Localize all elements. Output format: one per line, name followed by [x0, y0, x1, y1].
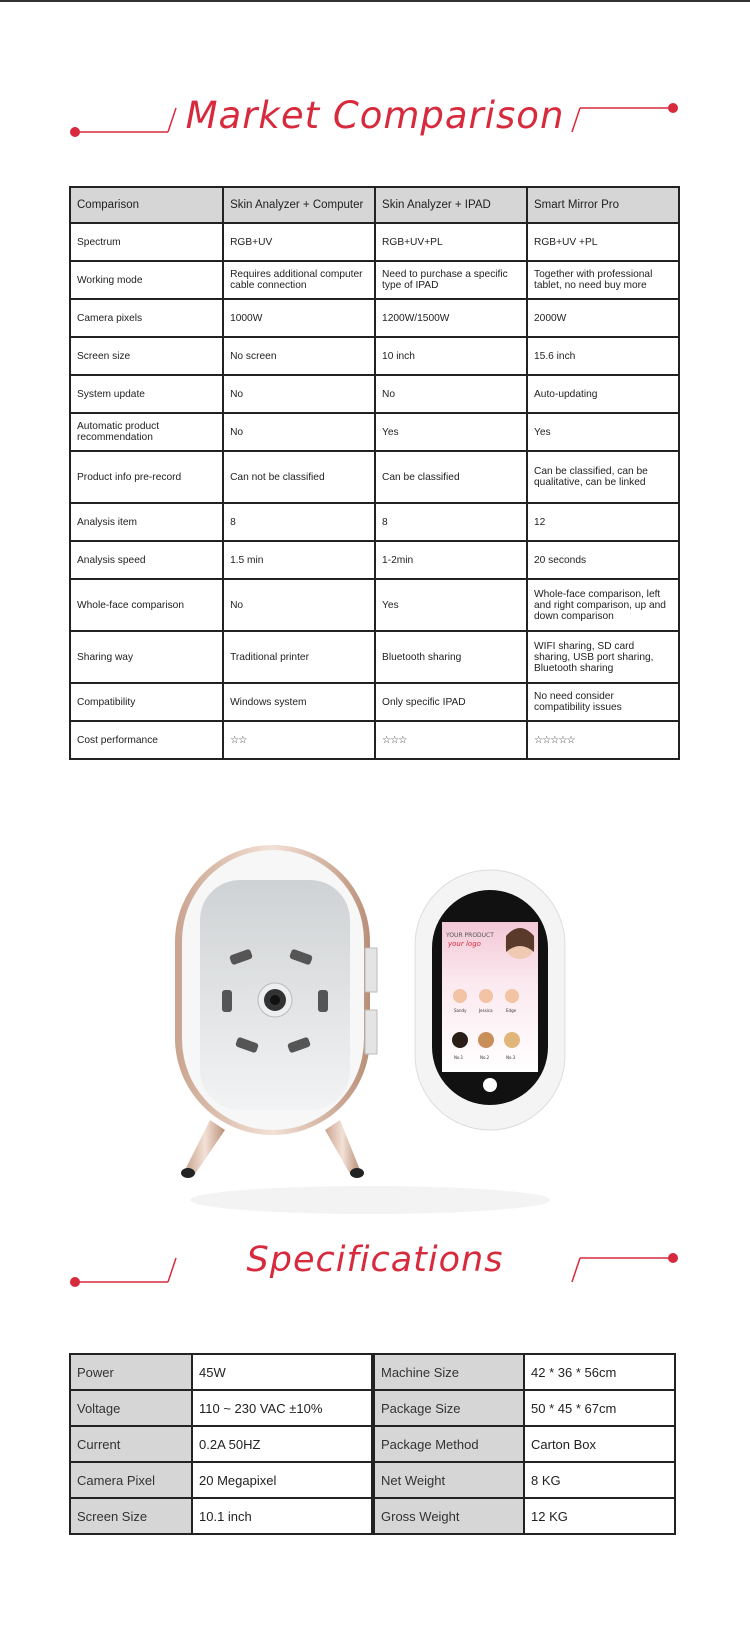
row-label-cell: Camera pixels: [70, 299, 223, 337]
screen-rank-label: No.1: [454, 1055, 464, 1060]
row-label-cell: System update: [70, 375, 223, 413]
comparison-row: [70, 579, 679, 631]
spec-label: Machine Size: [374, 1354, 524, 1390]
spec-value: 0.2A 50HZ: [192, 1426, 372, 1462]
header-cell: Skin Analyzer + Computer: [223, 187, 375, 223]
spec-row: [70, 1426, 675, 1462]
spec-value: 8 KG: [524, 1462, 675, 1498]
value-cell: Auto-updating: [527, 375, 679, 413]
value-cell: No need consider compatibility issues: [527, 683, 679, 721]
value-cell: Yes: [527, 413, 679, 451]
row-label-cell: Cost performance: [70, 721, 223, 759]
spec-label: Power: [70, 1354, 192, 1390]
spec-label: Net Weight: [374, 1462, 524, 1498]
value-cell: No: [223, 579, 375, 631]
value-cell: 1200W/1500W: [375, 299, 527, 337]
specifications-table: [69, 1353, 676, 1535]
value-cell: 20 seconds: [527, 541, 679, 579]
value-cell: Bluetooth sharing: [375, 631, 527, 683]
spec-row: [70, 1390, 675, 1426]
spec-label: Screen Size: [70, 1498, 192, 1534]
spec-row: [70, 1498, 675, 1534]
section-title: Market Comparison: [185, 94, 565, 137]
value-cell: RGB+UV +PL: [527, 223, 679, 261]
rating-stars: ☆☆☆☆☆: [527, 721, 679, 759]
comparison-row: [70, 683, 679, 721]
value-cell: Windows system: [223, 683, 375, 721]
smart-mirror-product-image: [170, 840, 590, 1220]
spec-label: Package Method: [374, 1426, 524, 1462]
row-label-cell: Spectrum: [70, 223, 223, 261]
value-cell: 2000W: [527, 299, 679, 337]
spec-value: 20 Megapixel: [192, 1462, 372, 1498]
comparison-row: [70, 631, 679, 683]
comparison-row: [70, 299, 679, 337]
row-label-cell: Compatibility: [70, 683, 223, 721]
spec-label: Voltage: [70, 1390, 192, 1426]
value-cell: No: [223, 375, 375, 413]
row-label-cell: Automatic product recommendation: [70, 413, 223, 451]
value-cell: Can be classified: [375, 451, 527, 503]
specifications-heading: [0, 1240, 750, 1310]
rating-stars: ☆☆☆: [375, 721, 527, 759]
comparison-header-row: [70, 187, 679, 223]
value-cell: Can be classified, can be qualitative, can be linked: [527, 451, 679, 503]
spec-value: 110 ~ 230 VAC ±10%: [192, 1390, 372, 1426]
spec-value: 42 * 36 * 56cm: [524, 1354, 675, 1390]
value-cell: No screen: [223, 337, 375, 375]
value-cell: 8: [223, 503, 375, 541]
value-cell: RGB+UV: [223, 223, 375, 261]
value-cell: Requires additional computer cable connection: [223, 261, 375, 299]
row-label-cell: Screen size: [70, 337, 223, 375]
header-cell: Smart Mirror Pro: [527, 187, 679, 223]
value-cell: RGB+UV+PL: [375, 223, 527, 261]
value-cell: No: [375, 375, 527, 413]
header-cell: Skin Analyzer + IPAD: [375, 187, 527, 223]
value-cell: Yes: [375, 413, 527, 451]
header-cell: Comparison: [70, 187, 223, 223]
market-comparison-heading: [0, 90, 750, 160]
comparison-row-cost: [70, 721, 679, 759]
spec-value: 50 * 45 * 67cm: [524, 1390, 675, 1426]
comparison-row: [70, 451, 679, 503]
spec-row: [70, 1462, 675, 1498]
spec-label: Camera Pixel: [70, 1462, 192, 1498]
comparison-row: [70, 541, 679, 579]
value-cell: 10 inch: [375, 337, 527, 375]
value-cell: 8: [375, 503, 527, 541]
row-label-cell: Analysis item: [70, 503, 223, 541]
spec-label: Package Size: [374, 1390, 524, 1426]
spec-label: Current: [70, 1426, 192, 1462]
spec-value: Carton Box: [524, 1426, 675, 1462]
row-label-cell: Whole-face comparison: [70, 579, 223, 631]
screen-profile-label: Sandy: [454, 1008, 467, 1013]
screen-logo-text: your logo: [448, 940, 481, 948]
comparison-row: [70, 337, 679, 375]
spec-row: [70, 1354, 675, 1390]
screen-rank-label: No.2: [480, 1055, 490, 1060]
comparison-row: [70, 503, 679, 541]
row-label-cell: Product info pre-record: [70, 451, 223, 503]
rating-stars: ☆☆: [223, 721, 375, 759]
spec-label: Gross Weight: [374, 1498, 524, 1534]
row-label-cell: Working mode: [70, 261, 223, 299]
value-cell: 12: [527, 503, 679, 541]
screen-rank-label: No.3: [506, 1055, 516, 1060]
value-cell: 1.5 min: [223, 541, 375, 579]
value-cell: 1000W: [223, 299, 375, 337]
comparison-row: [70, 375, 679, 413]
value-cell: No: [223, 413, 375, 451]
screen-profile-label: Edge: [506, 1008, 517, 1013]
section-title: Specifications: [246, 1240, 504, 1280]
value-cell: 1-2min: [375, 541, 527, 579]
value-cell: Only specific IPAD: [375, 683, 527, 721]
comparison-row: [70, 261, 679, 299]
value-cell: Traditional printer: [223, 631, 375, 683]
spec-value: 45W: [192, 1354, 372, 1390]
value-cell: Together with professional tablet, no need buy more: [527, 261, 679, 299]
spec-value: 10.1 inch: [192, 1498, 372, 1534]
comparison-row: [70, 413, 679, 451]
value-cell: Whole-face comparison, left and right comparison, up and down comparison: [527, 579, 679, 631]
value-cell: Can not be classified: [223, 451, 375, 503]
comparison-table: [69, 186, 680, 760]
value-cell: Yes: [375, 579, 527, 631]
screen-promo-text: YOUR PRODUCT: [446, 932, 494, 939]
value-cell: 15.6 inch: [527, 337, 679, 375]
row-label-cell: Sharing way: [70, 631, 223, 683]
value-cell: Need to purchase a specific type of IPAD: [375, 261, 527, 299]
value-cell: WIFI sharing, SD card sharing, USB port sharing, Bluetooth sharing: [527, 631, 679, 683]
row-label-cell: Analysis speed: [70, 541, 223, 579]
spec-value: 12 KG: [524, 1498, 675, 1534]
screen-profile-label: Jessica: [479, 1008, 493, 1013]
comparison-row: [70, 223, 679, 261]
top-border-line: [0, 0, 750, 2]
